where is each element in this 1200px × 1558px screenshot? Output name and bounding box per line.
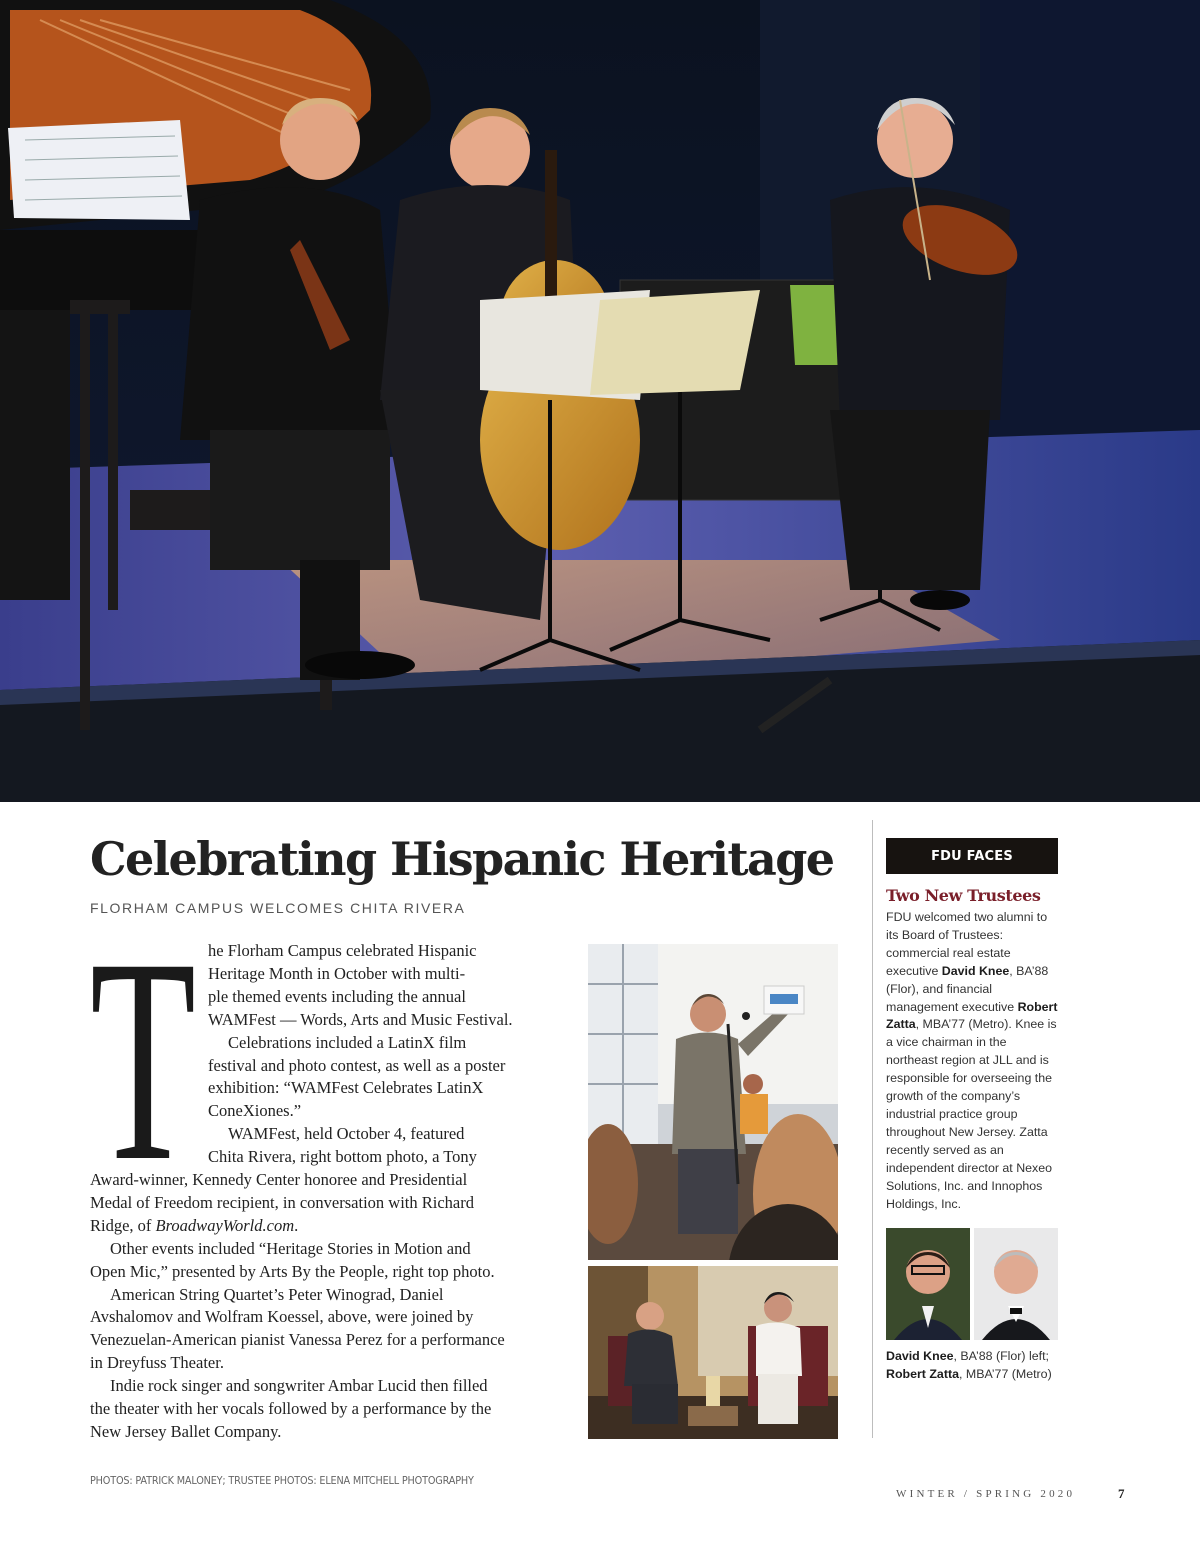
- sidebar-label: FDU FACES: [886, 838, 1058, 874]
- body-line: Heritage Month in October with multi-: [208, 963, 466, 983]
- sidebar-body: [886, 909, 1058, 1213]
- body-line: festival and photo contest, as well as a poster: [208, 1055, 506, 1075]
- body-line: he Florham Campus celebrated Hispanic: [208, 941, 477, 960]
- body-text: Ridge, of: [90, 1215, 156, 1235]
- body-line: American String Quartet’s Peter Winograd, Daniel: [110, 1284, 444, 1304]
- trustee-name: David Knee: [941, 963, 1010, 978]
- trustee-portraits: [886, 1228, 1058, 1340]
- sidebar-title: Two New Trustees: [886, 886, 1041, 905]
- body-line: in Dreyfuss Theater.: [90, 1353, 224, 1373]
- body-line: Venezuelan-American pianist Vanessa Perez for a performance: [90, 1330, 505, 1350]
- caption-name: David Knee: [886, 1349, 954, 1363]
- body-indented-block: [208, 940, 560, 1169]
- caption-name: Robert Zatta: [886, 1366, 959, 1381]
- sidebar-text: FDU welcomed two alumni to its Board of Trustees: commercial real estate executive: [886, 910, 1048, 978]
- body-line: WAMFest — Words, Arts and Music Festival.: [208, 1009, 513, 1029]
- body-line: Award-winner, Kennedy Center honoree and Presidential: [90, 1170, 468, 1189]
- body-text: .: [294, 1215, 299, 1235]
- portraits-caption: [886, 1348, 1066, 1384]
- body-line: ConeXiones.”: [208, 1101, 302, 1121]
- body-line: exhibition: “WAMFest Celebrates LatinX: [208, 1078, 484, 1098]
- body-line: ple themed events including the annual: [208, 986, 466, 1006]
- portrait-david-knee: [886, 1228, 970, 1340]
- trustee-name: Robert Zatta: [886, 999, 1058, 1032]
- body-line: Celebrations included a LatinX film: [228, 1032, 467, 1052]
- caption-text: , BA’88 (Flor) left;: [953, 1349, 1049, 1363]
- website-name: BroadwayWorld.com: [155, 1215, 295, 1235]
- body-line: Chita Rivera, right bottom photo, a Tony: [208, 1147, 477, 1167]
- body-line: WAMFest, held October 4, featured: [228, 1124, 465, 1144]
- body-line-with-link: [90, 1215, 560, 1238]
- body-line: the theater with her vocals followed by a performance by the: [90, 1399, 492, 1419]
- photo-heritage-stories-open-mic: [588, 944, 838, 1260]
- body-line: Indie rock singer and songwriter Ambar Lucid then filled: [110, 1376, 488, 1396]
- article-deck: FLORHAM CAMPUS WELCOMES CHITA RIVERA: [90, 900, 466, 916]
- article-headline: Celebrating Hispanic Heritage: [90, 832, 834, 886]
- page-number: 7: [1118, 1486, 1125, 1501]
- photo-chita-rivera-conversation: [588, 1266, 838, 1439]
- sidebar-fdu-faces: [886, 838, 1058, 1213]
- sidebar-text: , MBA’77 (Metro). Knee is a vice chairman in the northeast region at JLL and is responsible for overseeing the growth of the company’s industrial practice group throughout New Jersey. Zatta recently served as an independent director at Nexeo Solutions, Inc. and Innophos Holdings, Inc.: [886, 1017, 1057, 1211]
- body-line: Avshalomov and Wolfram Koessel, above, were joined by: [90, 1307, 474, 1327]
- caption-text: , MBA’77 (Metro): [958, 1366, 1052, 1381]
- portrait-robert-zatta: [974, 1228, 1058, 1340]
- drop-cap-letter: T: [90, 946, 196, 1162]
- body-line: Other events included “Heritage Stories in Motion and: [110, 1238, 471, 1258]
- body-full-block: [90, 1169, 560, 1444]
- sidebar-text: , BA’88 (Flor), and financial management executive: [886, 963, 1049, 1014]
- body-line: Open Mic,” presented by Arts By the People, right top photo.: [90, 1261, 495, 1281]
- article-body: [90, 940, 560, 1450]
- photo-credit: PHOTOS: PATRICK MALONEY; TRUSTEE PHOTOS: ELENA MITCHELL PHOTOGRAPHY: [90, 1474, 474, 1487]
- body-line: New Jersey Ballet Company.: [90, 1421, 282, 1441]
- drop-cap: [90, 946, 196, 1162]
- body-line: Medal of Freedom recipient, in conversation with Richard: [90, 1192, 474, 1212]
- issue-folio: WINTER / SPRING 2020: [896, 1488, 1076, 1500]
- sidebar-divider: [872, 820, 873, 1438]
